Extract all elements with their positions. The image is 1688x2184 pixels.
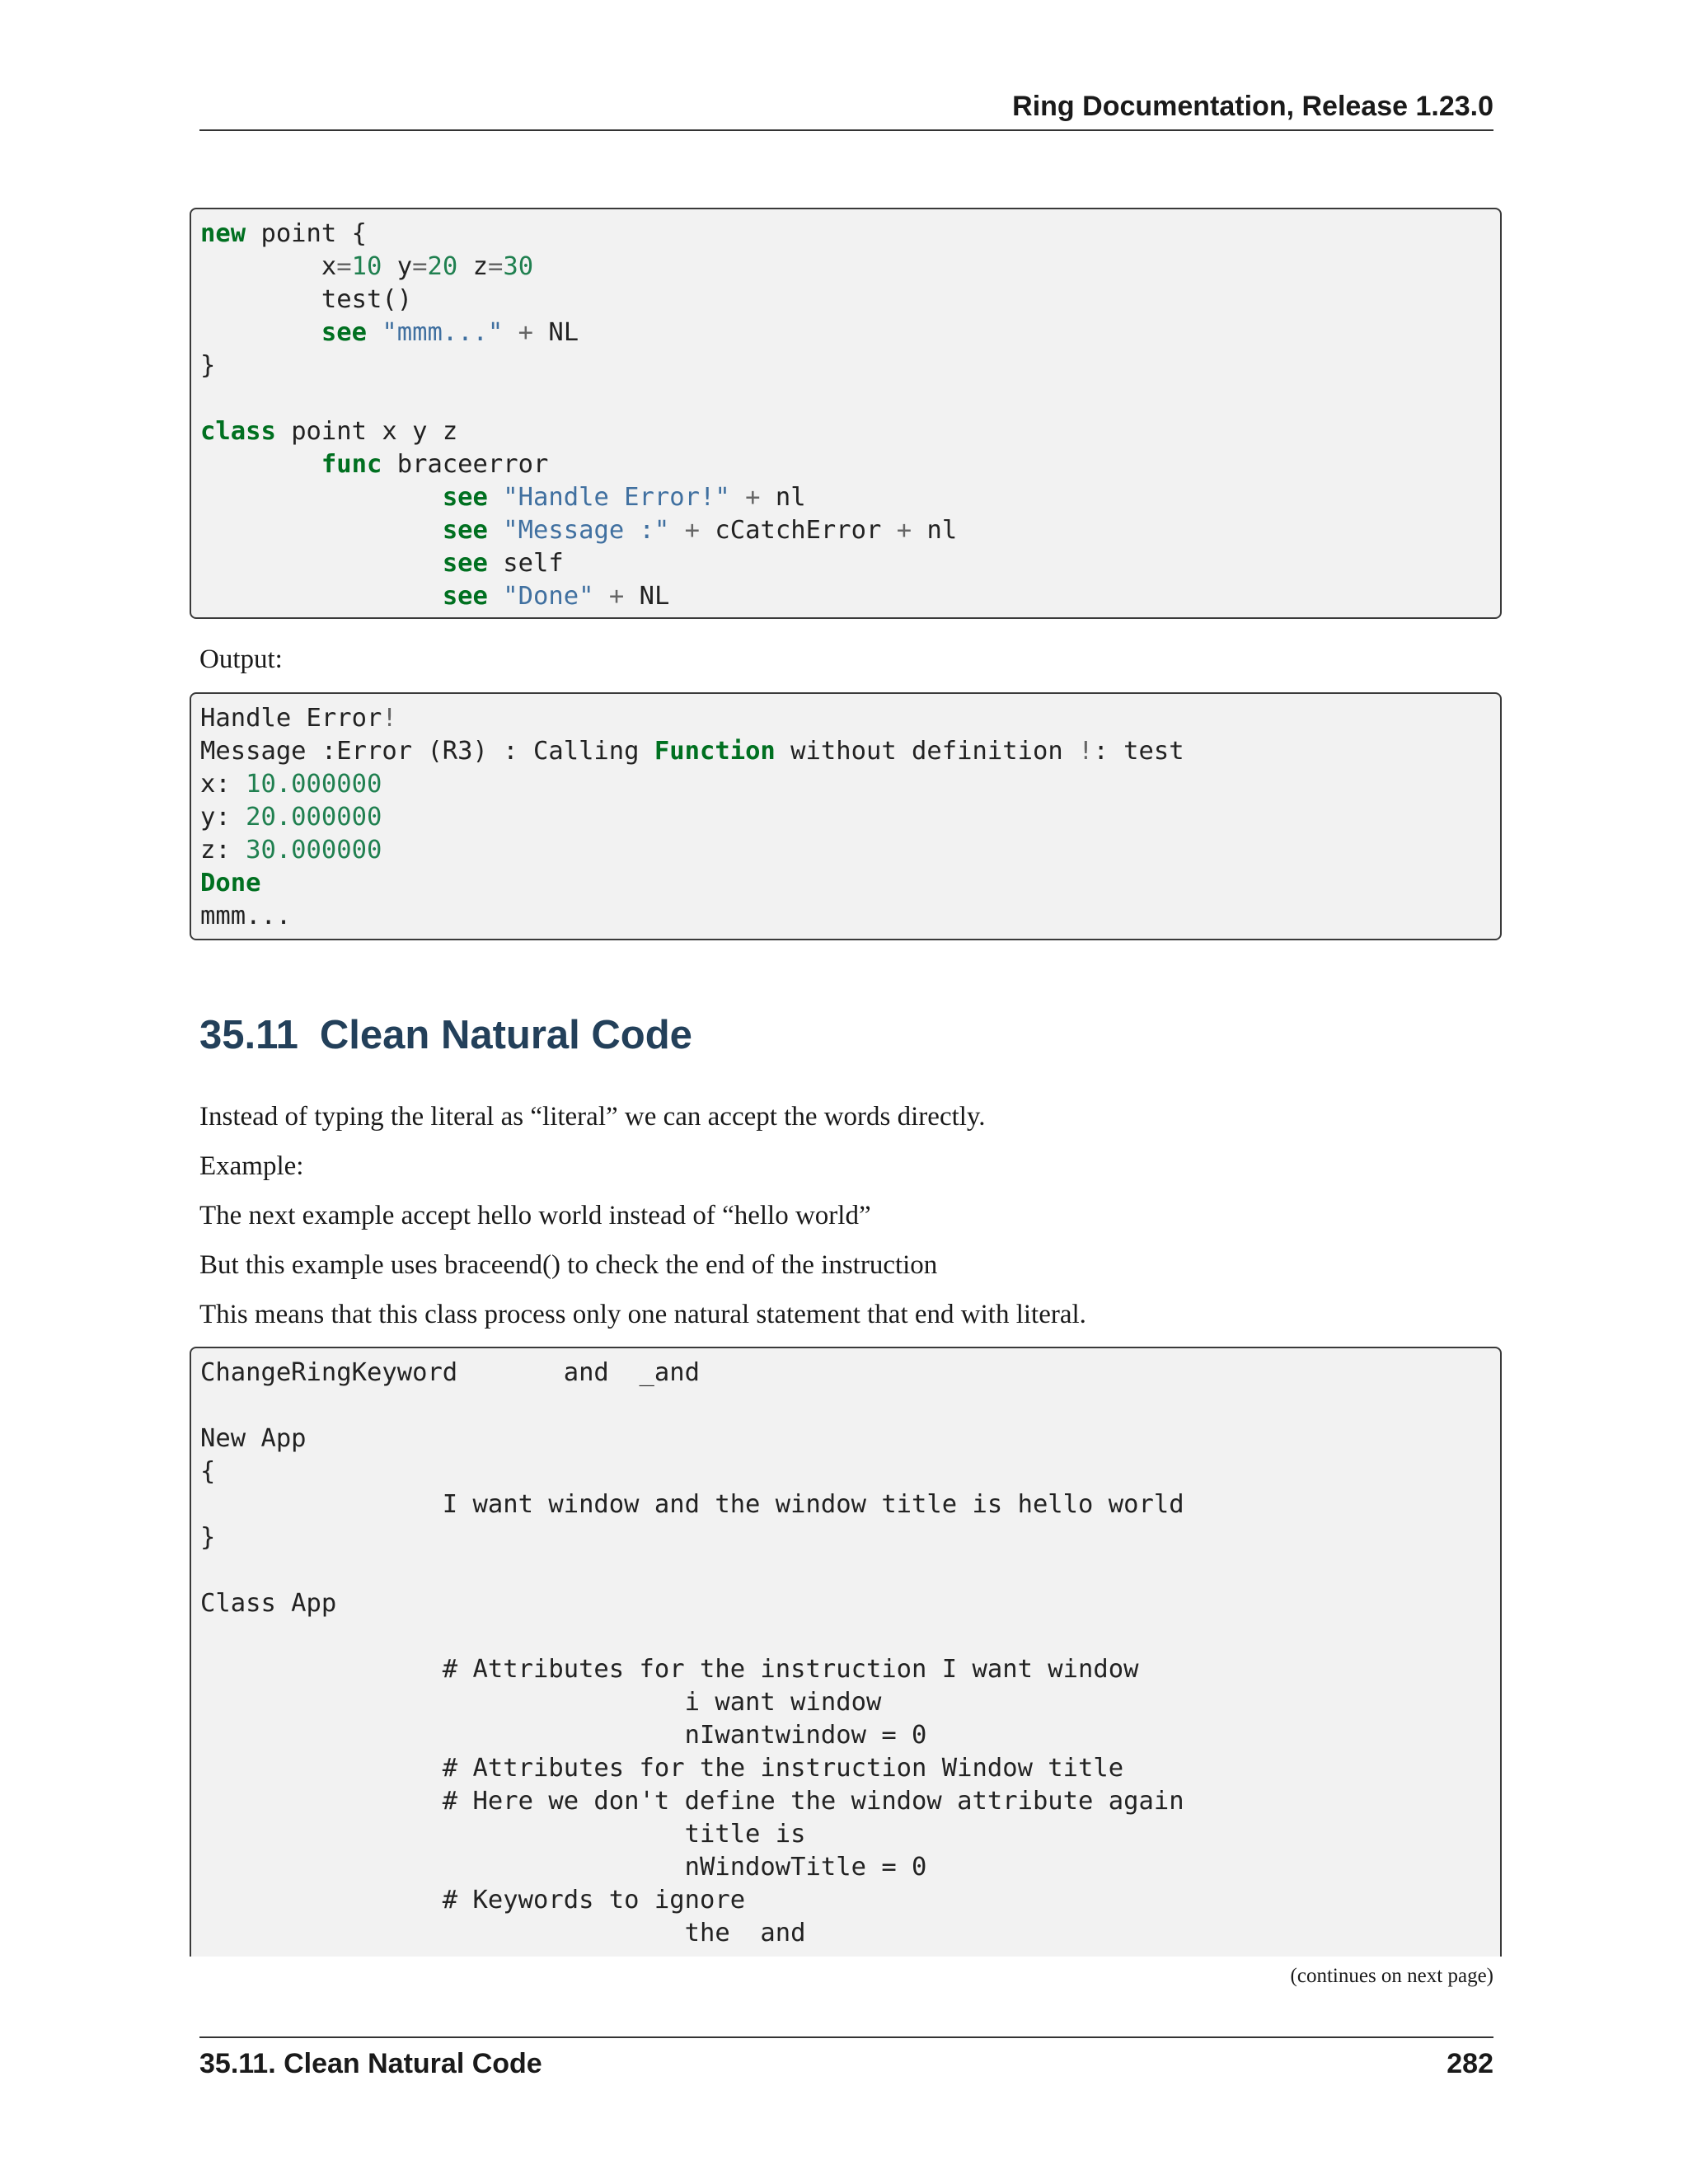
code-token: + xyxy=(745,483,761,512)
code-line xyxy=(200,702,1500,735)
code-token: nWindowTitle = 0 xyxy=(200,1853,927,1882)
section-title-text: Clean Natural Code xyxy=(319,1013,692,1057)
code-token xyxy=(488,516,503,545)
code-token: self xyxy=(487,549,564,578)
code-line xyxy=(200,1587,1500,1620)
code-token xyxy=(593,582,608,611)
code-line xyxy=(200,768,1500,801)
code-token: cCatchError xyxy=(700,516,897,545)
code-token: # Attributes for the instruction I want window xyxy=(200,1655,1139,1684)
code-line xyxy=(200,349,1500,382)
code-token: title is xyxy=(200,1820,806,1849)
code-line xyxy=(200,415,1500,448)
paragraph-literal-note: This means that this class process only one natural statement that end with literal. xyxy=(199,1300,1086,1329)
code-token xyxy=(200,483,443,512)
code-token: # Here we don't define the window attribute again xyxy=(200,1787,1184,1816)
output-label: Output: xyxy=(199,644,283,674)
code-token: point x y z xyxy=(275,417,458,446)
code-line xyxy=(200,1488,1500,1521)
code-token: NL xyxy=(533,318,579,347)
code-token: Handle Error xyxy=(200,704,382,733)
code-token: nl xyxy=(912,516,958,545)
code-token xyxy=(200,549,443,578)
code-token xyxy=(488,483,503,512)
code-token xyxy=(488,582,503,611)
code-token: class xyxy=(200,417,276,446)
output-block xyxy=(190,692,1502,940)
code-line xyxy=(200,735,1500,768)
code-token: Done xyxy=(200,869,261,898)
code-token: point { xyxy=(246,219,367,248)
code-token: z: xyxy=(200,836,246,865)
code-token: { xyxy=(200,1457,216,1486)
code-token: : test xyxy=(1093,737,1184,766)
code-line xyxy=(200,1752,1500,1785)
code-token: func xyxy=(321,450,382,479)
code-line xyxy=(200,1554,1500,1587)
code-token xyxy=(367,318,382,347)
code-line xyxy=(200,1686,1500,1719)
code-token: the and xyxy=(200,1919,806,1947)
code-token: = xyxy=(336,252,352,281)
code-token: i want window xyxy=(200,1688,882,1717)
code-line xyxy=(200,1357,1500,1390)
code-token: without definition xyxy=(775,737,1079,766)
code-line xyxy=(200,900,1500,933)
code-line xyxy=(200,1818,1500,1851)
code-line xyxy=(200,1851,1500,1884)
code-token: z xyxy=(457,252,488,281)
code-token: 10 xyxy=(351,252,382,281)
code-token xyxy=(669,516,684,545)
code-token: = xyxy=(412,252,428,281)
footer-divider xyxy=(199,2036,1493,2038)
code-block-point-example xyxy=(190,208,1502,619)
code-token: # Attributes for the instruction Window title xyxy=(200,1754,1124,1783)
code-line xyxy=(200,382,1500,415)
code-token: mmm... xyxy=(200,902,292,930)
code-token: "mmm..." xyxy=(382,318,504,347)
code-token: } xyxy=(200,351,216,380)
code-token: "Done" xyxy=(503,582,594,611)
code-token: 20.000000 xyxy=(246,803,382,832)
code-token: ChangeRingKeyword and _and xyxy=(200,1358,700,1387)
code-line xyxy=(200,251,1500,284)
paragraph-example-label: Example: xyxy=(199,1151,304,1181)
code-token: see xyxy=(442,549,488,578)
code-token xyxy=(730,483,745,512)
code-token: + xyxy=(896,516,912,545)
code-token xyxy=(200,318,321,347)
code-token: see xyxy=(321,318,367,347)
code-token: nIwantwindow = 0 xyxy=(200,1721,927,1750)
code-token xyxy=(200,516,443,545)
paragraph-braceend: But this example uses braceend() to check the end of the instruction xyxy=(199,1250,938,1280)
code-token: } xyxy=(200,1523,216,1552)
code-line xyxy=(200,1884,1500,1917)
code-line xyxy=(200,284,1500,316)
paragraph-hello-world: The next example accept hello world instead of “hello world” xyxy=(199,1201,871,1230)
code-line xyxy=(200,801,1500,834)
code-line xyxy=(200,218,1500,251)
running-header: Ring Documentation, Release 1.23.0 xyxy=(1012,91,1493,122)
code-token: New App xyxy=(200,1424,307,1453)
code-token: + xyxy=(608,582,625,611)
code-token: x xyxy=(200,252,337,281)
code-token: see xyxy=(442,582,488,611)
code-token: 30 xyxy=(503,252,534,281)
code-token: Function xyxy=(654,737,776,766)
code-line xyxy=(200,1521,1500,1554)
code-token: 20 xyxy=(427,252,458,281)
code-token: braceerror xyxy=(382,450,549,479)
code-token: Message :Error (R3) : Calling xyxy=(200,737,654,766)
code-token xyxy=(200,582,443,611)
continues-note: (continues on next page) xyxy=(1290,1965,1493,1987)
code-token: I want window and the window title is hello world xyxy=(200,1490,1184,1519)
code-line xyxy=(200,1455,1500,1488)
code-token: y xyxy=(382,252,413,281)
code-line xyxy=(200,448,1500,481)
code-line xyxy=(200,1653,1500,1686)
code-token: y: xyxy=(200,803,246,832)
code-token: ! xyxy=(1078,737,1094,766)
code-token: Class App xyxy=(200,1589,337,1618)
code-line xyxy=(200,1390,1500,1422)
code-token: + xyxy=(684,516,701,545)
code-line xyxy=(200,316,1500,349)
code-token: test() xyxy=(200,285,413,314)
code-token: 10.000000 xyxy=(246,770,382,799)
code-line xyxy=(200,1785,1500,1818)
section-heading xyxy=(199,1012,692,1058)
paragraph-intro: Instead of typing the literal as “literal” we can accept the words directly. xyxy=(199,1102,986,1132)
code-token: x: xyxy=(200,770,246,799)
code-token: + xyxy=(518,318,534,347)
code-line xyxy=(200,1422,1500,1455)
code-line xyxy=(200,834,1500,867)
code-line xyxy=(200,1917,1500,1950)
code-token xyxy=(503,318,518,347)
code-token: nl xyxy=(760,483,806,512)
code-line xyxy=(200,580,1500,613)
code-token: 30.000000 xyxy=(246,836,382,865)
code-line xyxy=(200,547,1500,580)
code-line xyxy=(200,514,1500,547)
code-token xyxy=(200,450,321,479)
code-token: ! xyxy=(382,704,397,733)
code-line xyxy=(200,1719,1500,1752)
code-token: new xyxy=(200,219,246,248)
code-line xyxy=(200,1620,1500,1653)
code-block-clean-natural-code xyxy=(190,1347,1502,1957)
code-token: # Keywords to ignore xyxy=(200,1886,746,1915)
footer-section-label: 35.11. Clean Natural Code xyxy=(199,2048,542,2079)
code-token: "Message :" xyxy=(503,516,670,545)
code-token: "Handle Error!" xyxy=(503,483,730,512)
code-token: NL xyxy=(624,582,670,611)
code-token: see xyxy=(442,483,488,512)
code-token: see xyxy=(442,516,488,545)
code-line xyxy=(200,867,1500,900)
header-divider xyxy=(199,129,1493,131)
section-number: 35.11 xyxy=(199,1013,298,1057)
page-number: 282 xyxy=(1447,2048,1493,2079)
code-line xyxy=(200,481,1500,514)
code-token: = xyxy=(487,252,504,281)
